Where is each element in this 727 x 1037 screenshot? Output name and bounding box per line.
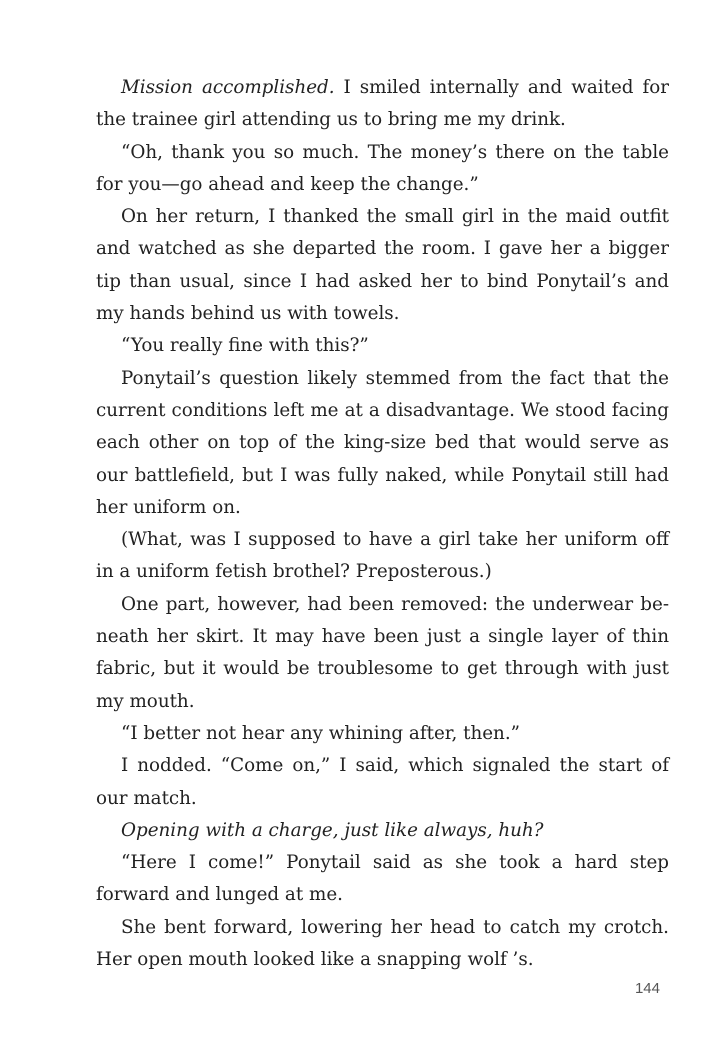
paragraph: I nodded. “Come on,” I said, which signaled the start of our match. — [96, 755, 669, 809]
body-text — [96, 72, 669, 976]
paragraph: On her return, I thanked the small girl in the maid outfit and watched as she departed the room. I gave her a bigger tip than usual, since I had asked her to bind Ponytail’s and my hands behind us with towels. — [96, 206, 669, 325]
paragraph: “Here I come!” Ponytail said as she took a hard step forward and lunged at me. — [96, 852, 669, 906]
paragraph: She bent forward, lowering her head to catch my crotch. Her open mouth looked like a snapping wolf ’s. — [96, 916, 669, 971]
paragraph — [96, 72, 669, 137]
paragraph: “Oh, thank you so much. The money’s there on the table for you—go ahead and keep the change.” — [96, 141, 669, 195]
paragraph-text: I smiled internally and waited for the trainee girl attending us to bring me my drink. — [96, 77, 669, 131]
paragraph: (What, was I supposed to have a girl take her uniform off in a uniform fetish brothel? Preposterous.) — [96, 529, 669, 583]
paragraph-italic: Opening with a charge, just like always, huh? — [121, 819, 544, 841]
paragraph: “I better not hear any whining after, then.” — [121, 722, 520, 744]
paragraph: Ponytail’s question likely stemmed from the fact that the current conditions left me at a disadvantage. We stood facing each other on top of the king-size bed that would serve as our battlefield, but I was fully naked, while Ponytail still had her uniform on. — [96, 367, 669, 518]
italic-phrase: Mission accomplished. — [121, 77, 335, 98]
paragraph: “You really fine with this?” — [121, 335, 369, 357]
page-number: 144 — [634, 980, 660, 997]
paragraph: One part, however, had been removed: the underwear beneath her skirt. It may have been just a single layer of thin fabric, but it would be troublesome to get through with just my mouth. — [96, 593, 669, 712]
